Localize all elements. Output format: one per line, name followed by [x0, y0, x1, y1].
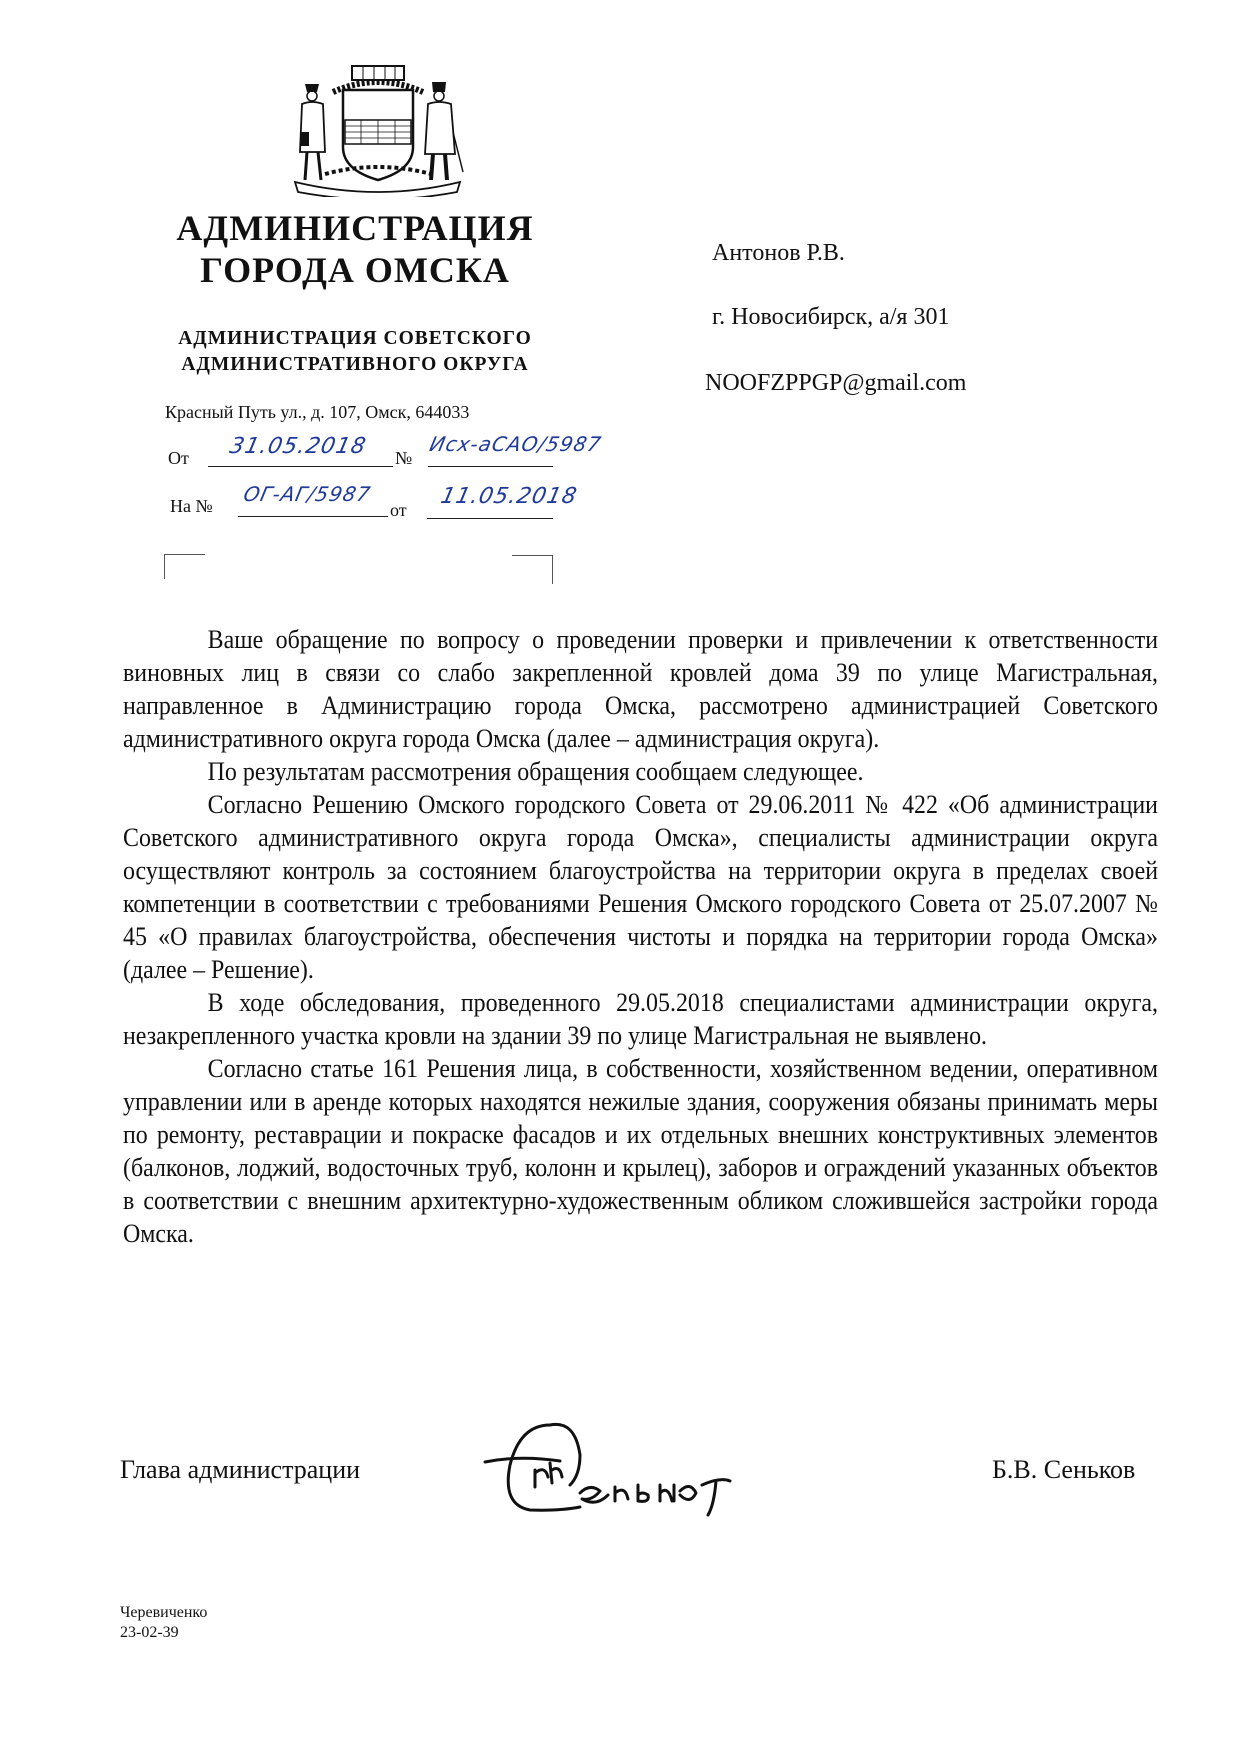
recipient-name: Антонов Р.В. [712, 240, 845, 266]
signatory-name: Б.В. Сеньков [992, 1455, 1136, 1484]
reply-date: 11.05.2018 [438, 484, 580, 509]
body-paragraph: Согласно Решению Омского городского Совета от 29.06.2011 № 422 «Об администрации Советского административного округа города Омска», специалисты администрации округа осуществляют контроль за состоянием благоустройства на территории округа в пределах своей компетенции в соответствии с требованиями Решения Омского городского Совета от 25.07.2007 № 45 «О правилах благоустройства, обеспечения чистоты и порядка на территории города Омска» (далее – Решение). [123, 790, 1158, 984]
body-paragraph: По результатам рассмотрения обращения сообщаем следующее. [207, 757, 864, 786]
suborg-title-line1: АДМИНИСТРАЦИЯ СОВЕТСКОГО [178, 328, 532, 349]
org-title-line2: ГОРОДА ОМСКА [200, 250, 510, 290]
recipient-address: г. Новосибирск, а/я 301 [712, 304, 950, 330]
org-title-line1: АДМИНИСТРАЦИЯ [176, 208, 534, 248]
recipient-email: NOOFZPPGP@gmail.com [705, 370, 967, 396]
letter-body [123, 623, 1158, 1250]
handwritten-signature-icon [480, 1415, 800, 1525]
body-paragraph: В ходе обследования, проведенного 29.05.2018 специалистами администрации округа, незакрепленного участка кровли на здании 39 по улице Магистральная не выявлено. [123, 988, 1158, 1050]
from-date-field [208, 434, 393, 467]
reply-number: ОГ-АГ/5987 [241, 482, 374, 506]
body-paragraph: Ваше обращение по вопросу о проведении проверки и привлечении к ответственности виновных лиц в связи со слабо закрепленной кровлей дома 39 по улице Магистральная, направленное в Администрацию города Омска, рассмотрено администрацией Советского административного округа города Омска (далее – администрация округа). [123, 625, 1158, 753]
suborg-title-line2: АДМИНИСТРАТИВНОГО ОКРУГА [181, 354, 529, 375]
reply-number-label: На № [170, 496, 213, 516]
from-date: 31.05.2018 [227, 434, 369, 459]
number-label: № [395, 448, 413, 468]
outgoing-number-field [427, 432, 604, 467]
body-paragraph: Согласно статье 161 Решения лица, в собственности, хозяйственном ведении, оперативном управлении или в аренде которых находятся нежилые здания, сооружения обязаны принимать меры по ремонту, реставрации и покраске фасадов и их отдельных внешних конструктивных элементов (балконов, лоджий, водосточных труб, колонн и крылец), заборов и ограждений указанных объектов в соответствии с внешним архитектурно-художественным обликом сложившейся застройки города Омска. [123, 1054, 1158, 1248]
from-label: От [168, 448, 189, 468]
reply-from-label: от [390, 500, 407, 520]
reply-date-field [427, 484, 580, 519]
reply-number-field [238, 482, 388, 517]
signatory-position: Глава администрации [120, 1455, 361, 1484]
address-corner-right [512, 555, 553, 584]
executor-phone: 23-02-39 [120, 1624, 179, 1641]
executor-name: Черевиченко [120, 1604, 208, 1621]
org-address: Красный Путь ул., д. 107, Омск, 644033 [165, 402, 470, 422]
omsk-coat-of-arms-icon [285, 62, 470, 197]
address-corner-left [164, 554, 205, 579]
outgoing-number: Исх-аСАО/5987 [427, 432, 604, 456]
